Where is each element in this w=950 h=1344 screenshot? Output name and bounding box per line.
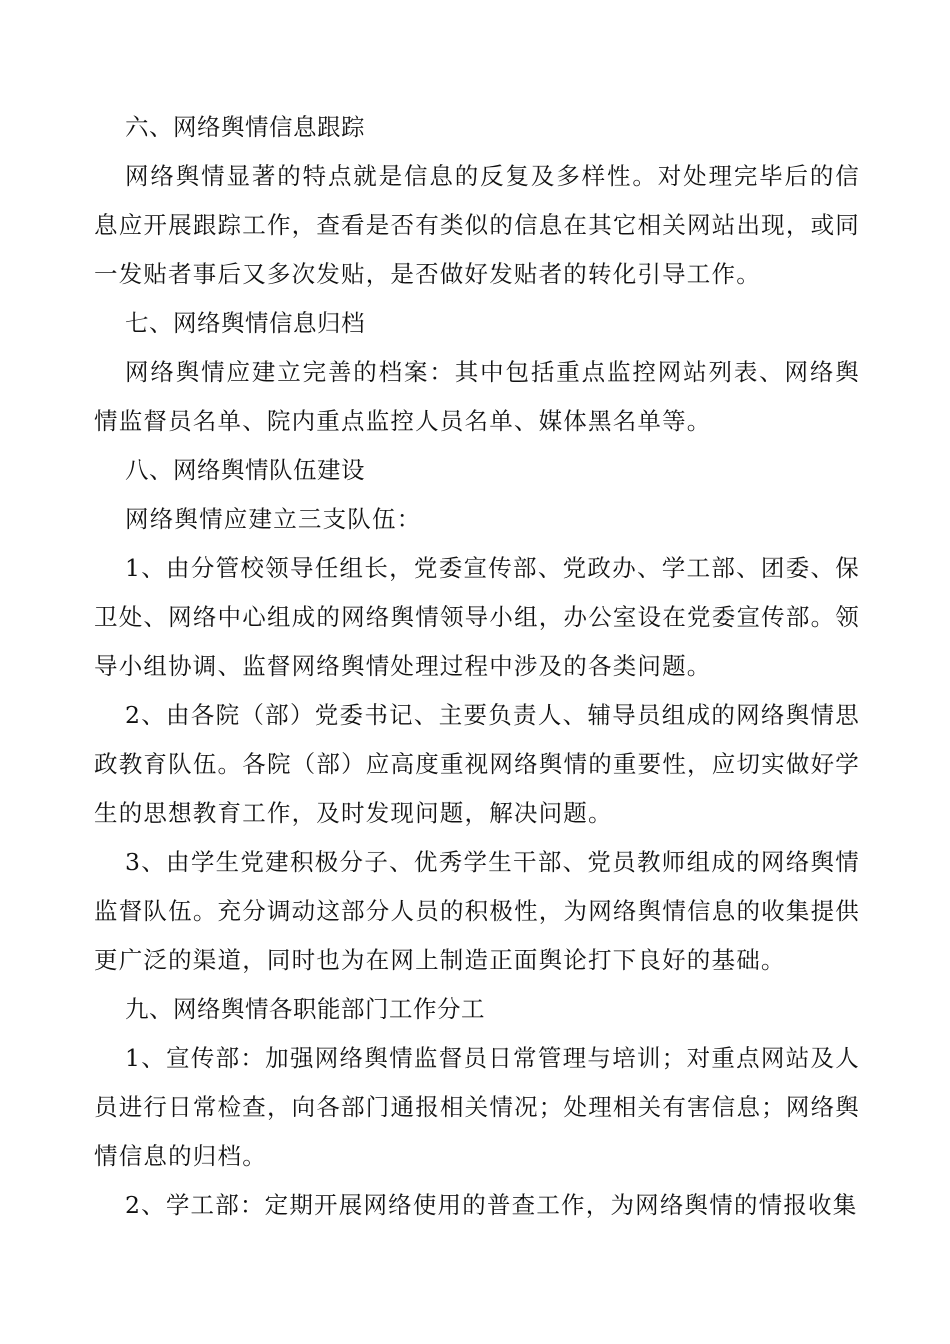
section-6-paragraph-1: 网络舆情显著的特点就是信息的反复及多样性。对处理完毕后的信息应开展跟踪工作，查看是否有类似的信息在其它相关网站出现，或同一发贴者事后又多次发贴，是否做好发贴者的转化引导工作。 — [94, 162, 860, 288]
section-8-intro: 网络舆情应建立三支队伍： — [125, 505, 422, 533]
section-heading-9: 九、网络舆情各职能部门工作分工 — [125, 995, 485, 1023]
section-9-item-1: 1、宣传部：加强网络舆情监督员日常管理与培训；对重点网站及人员进行日常检查，向各部门通报相关情况；处理相关有害信息；网络舆情信息的归档。 — [94, 1044, 860, 1170]
section-9-item-2: 2、学工部：定期开展网络使用的普查工作，为网络舆情的情报收集 — [125, 1191, 858, 1219]
section-heading-8: 八、网络舆情队伍建设 — [125, 456, 365, 484]
section-heading-6: 六、网络舆情信息跟踪 — [125, 113, 365, 141]
section-7-paragraph-1: 网络舆情应建立完善的档案：其中包括重点监控网站列表、网络舆情监督员名单、院内重点监控人员名单、媒体黑名单等。 — [94, 358, 860, 435]
document-page — [94, 103, 860, 1230]
section-8-item-1: 1、由分管校领导任组长，党委宣传部、党政办、学工部、团委、保卫处、网络中心组成的网络舆情领导小组，办公室设在党委宣传部。领导小组协调、监督网络舆情处理过程中涉及的各类问题。 — [94, 554, 860, 680]
section-heading-7: 七、网络舆情信息归档 — [125, 309, 365, 337]
section-8-item-2: 2、由各院（部）党委书记、主要负责人、辅导员组成的网络舆情思政教育队伍。各院（部）应高度重视网络舆情的重要性，应切实做好学生的思想教育工作，及时发现问题，解决问题。 — [94, 701, 860, 827]
section-8-item-3: 3、由学生党建积极分子、优秀学生干部、党员教师组成的网络舆情监督队伍。充分调动这部分人员的积极性，为网络舆情信息的收集提供更广泛的渠道，同时也为在网上制造正面舆论打下良好的基础。 — [94, 848, 860, 974]
